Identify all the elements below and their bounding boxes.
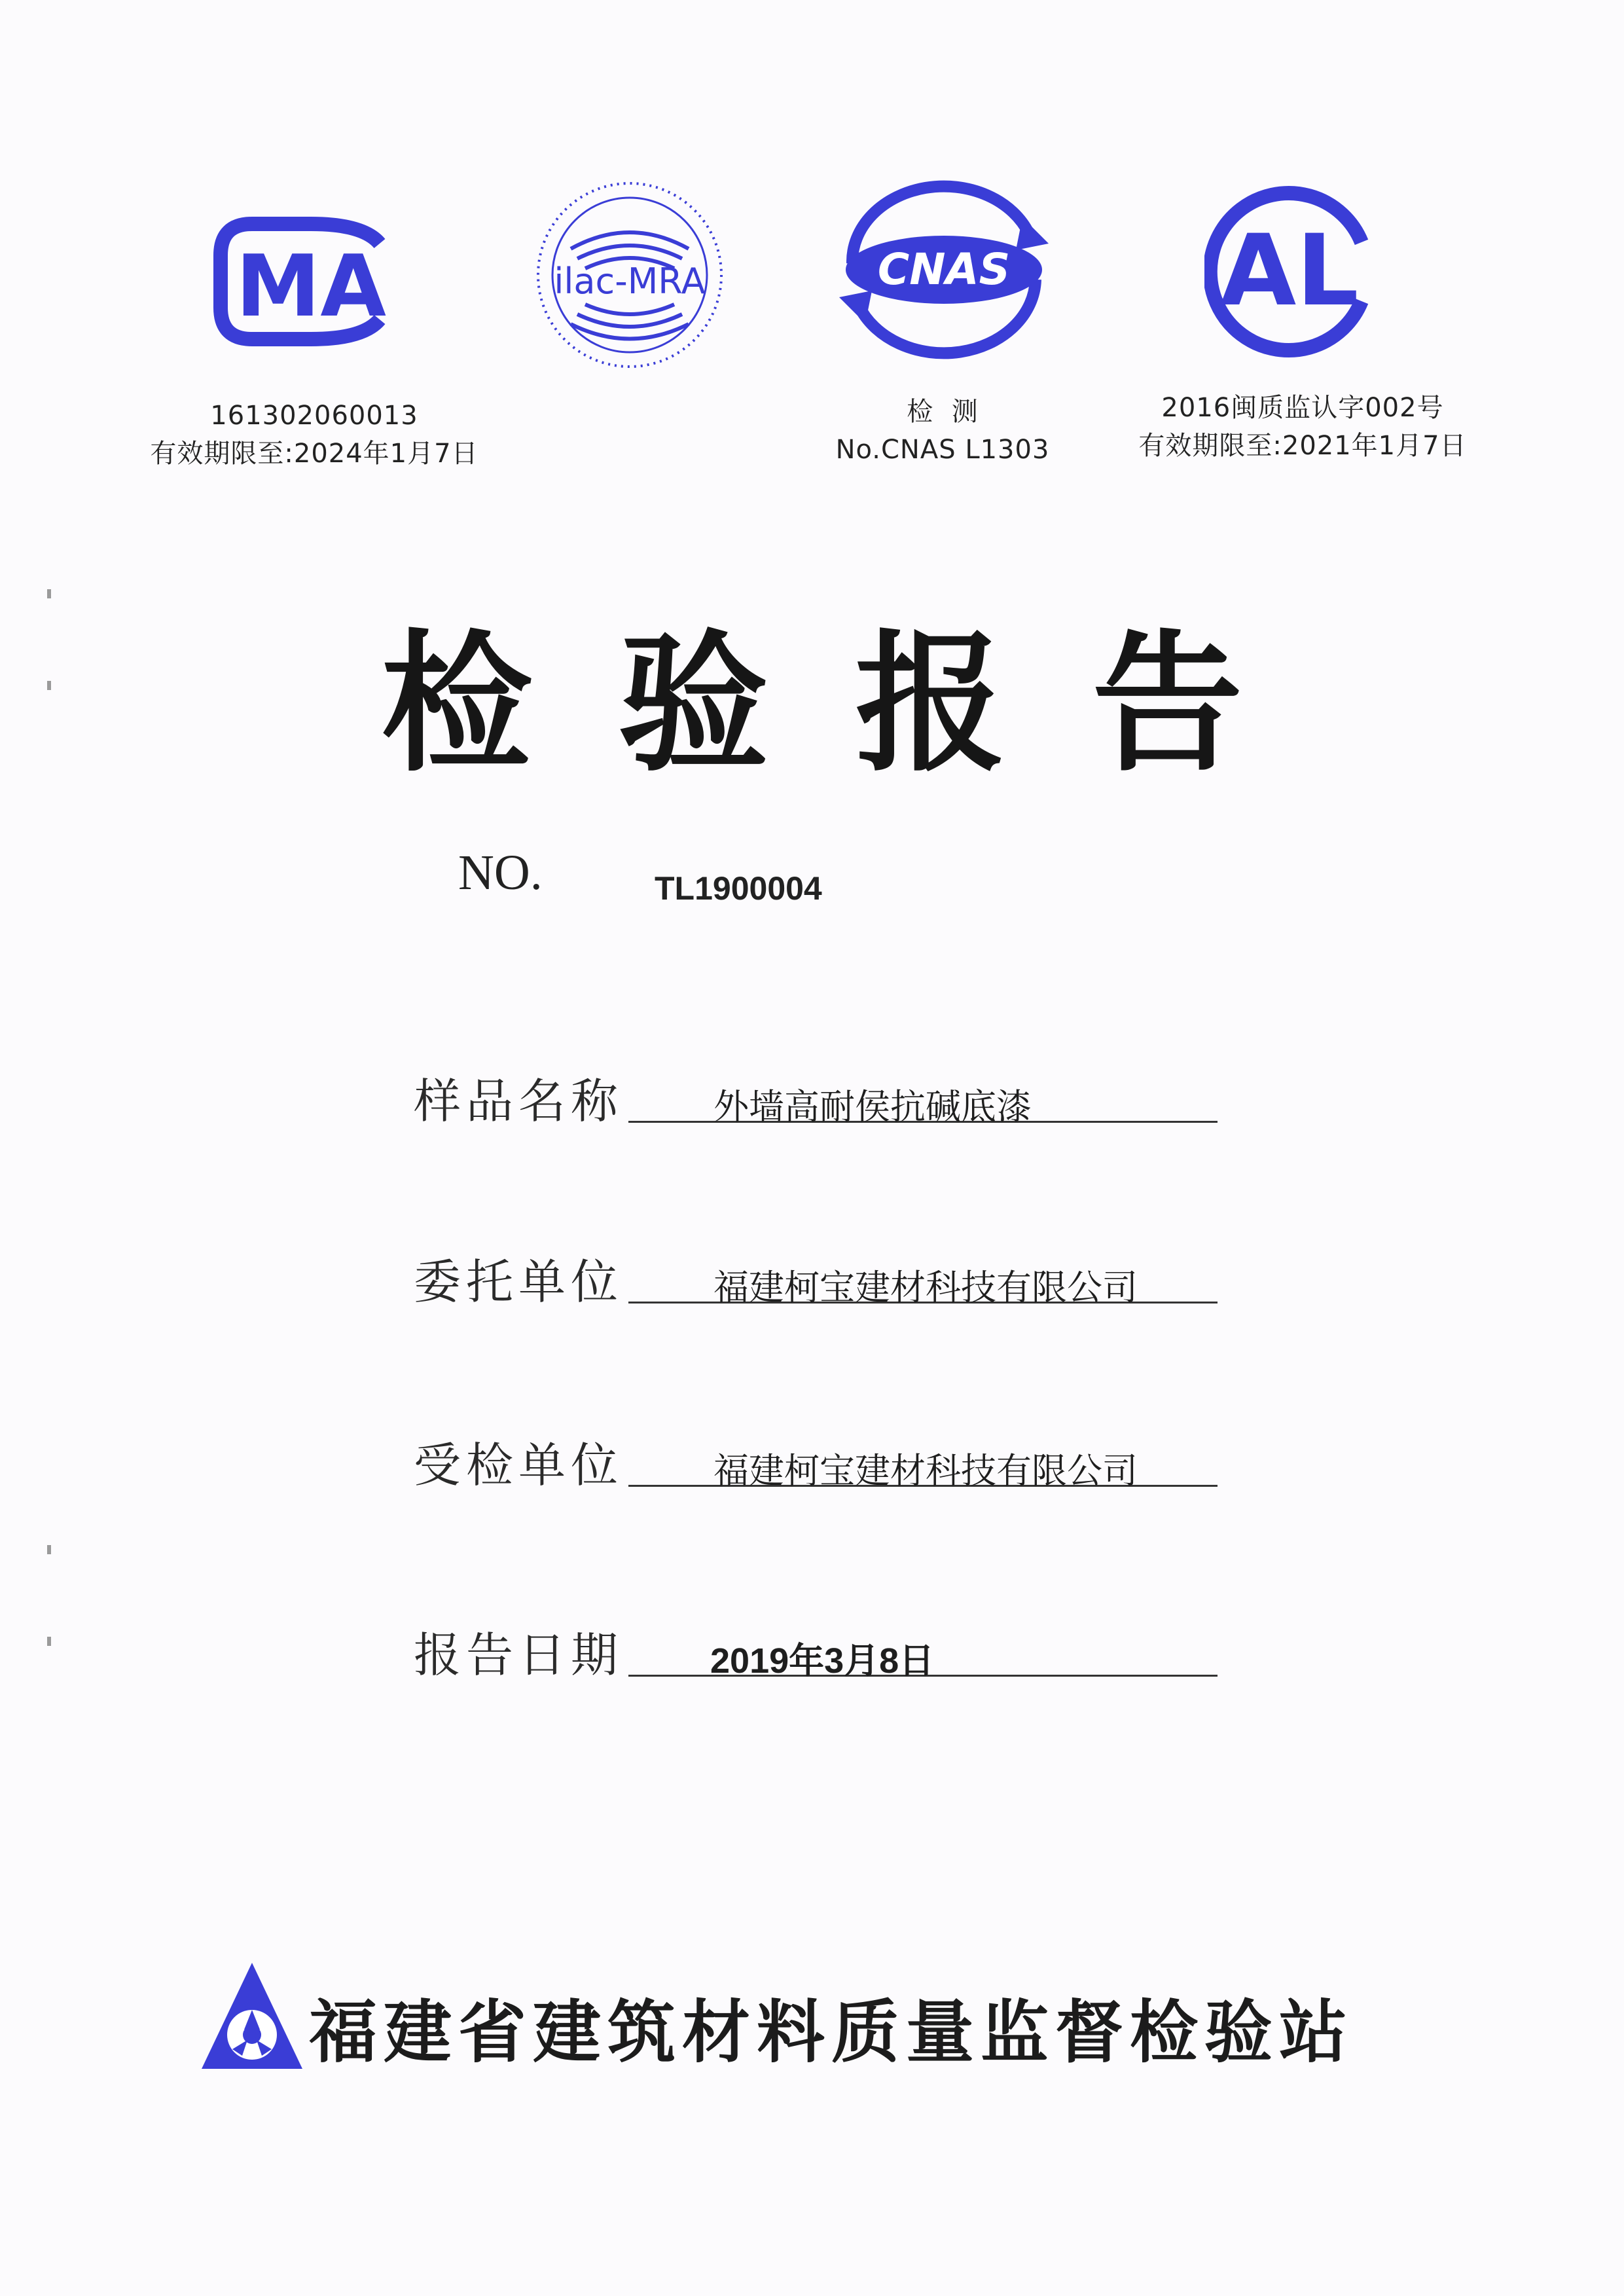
- report-no-value: TL1900004: [655, 870, 822, 907]
- field-value-client: 福建柯宝建材科技有限公司: [713, 1267, 1138, 1308]
- binding-mark: [47, 1637, 51, 1646]
- cal-cert-number: 2016闽质监认字002号: [1161, 393, 1444, 423]
- field-value-sample-name: 外墙高耐侯抗碱底漆: [713, 1086, 1032, 1127]
- cnas-cert-number: No.CNAS L1303: [835, 435, 1050, 465]
- field-value-report-date: 2019年3月8日: [710, 1641, 935, 1681]
- issuer-emblem-icon: [196, 1958, 308, 2078]
- cal-logo: [1204, 183, 1381, 360]
- title-char: 验: [618, 615, 769, 792]
- cnas-certification: [746, 393, 1139, 469]
- title-char: 检: [381, 615, 532, 792]
- field-label-client: 委托单位: [414, 1254, 624, 1309]
- field-label-sample-name: 样品名称: [414, 1074, 624, 1129]
- cnas-logo: [826, 172, 1062, 368]
- binding-mark: [47, 1545, 51, 1554]
- cma-certification: [118, 397, 511, 473]
- cnas-cert-category: 检 测: [907, 397, 979, 427]
- ilac-mra-logo: [532, 177, 728, 373]
- cma-cert-number: 161302060013: [210, 401, 418, 431]
- report-no-label: NO.: [458, 845, 543, 900]
- cal-certification: [1100, 389, 1506, 465]
- cal-cert-validity: 有效期限至:2021年1月7日: [1138, 431, 1467, 461]
- ilac-logo-text: ilac-MRA: [554, 261, 706, 302]
- cma-logo-text: MA: [236, 236, 386, 336]
- field-label-inspected-unit: 受检单位: [414, 1438, 624, 1493]
- cma-cert-validity: 有效期限至:2024年1月7日: [150, 439, 478, 469]
- cnas-logo-text: CNAS: [877, 244, 1011, 295]
- title-char: 报: [855, 615, 1006, 792]
- title-char: 告: [1092, 615, 1243, 792]
- cma-logo: [213, 216, 409, 347]
- field-value-inspected-unit: 福建柯宝建材科技有限公司: [713, 1450, 1138, 1491]
- issuer-name: 福建省建筑材料质量监督检验站: [309, 1992, 1354, 2072]
- field-label-report-date: 报告日期: [414, 1628, 624, 1683]
- cal-logo-text: AL: [1220, 214, 1359, 328]
- page-title: [0, 583, 1624, 799]
